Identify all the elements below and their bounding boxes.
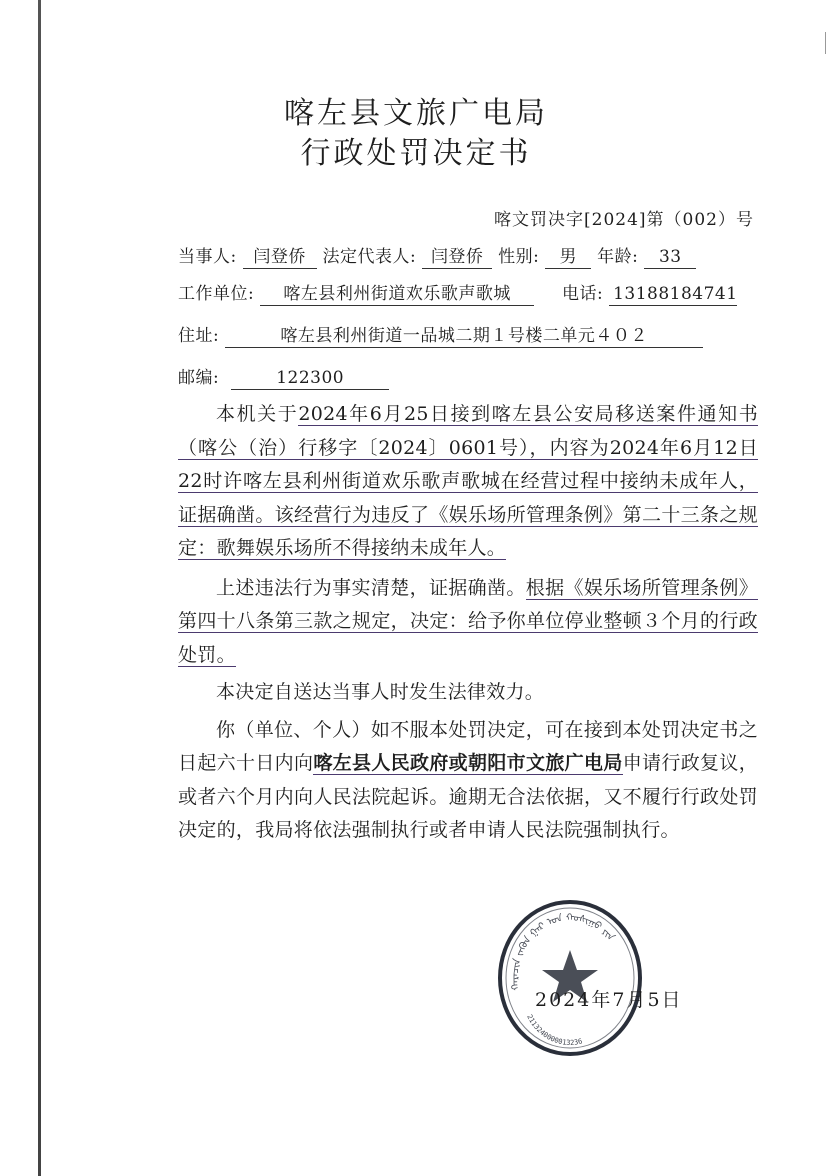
decision-detail: 根据《娱乐场所管理条例》第四十八条第三款之规定，决定：给予你单位停业整顿３个月的行政处罚。 [178,576,758,666]
paragraph-facts [178,398,758,566]
seal-serial: 2113240000013236 [525,1013,584,1047]
rep-label: 法定代表人: [322,247,417,267]
appeal-lead: 你（单位、个人）如不服本处罚决定，可在接到本处罚决定书之日起六十日内向 [178,718,758,774]
age-label: 年龄: [597,247,639,267]
scan-edge [38,0,41,1176]
employer-line [178,279,737,306]
document-number: 喀文罚决字[2024]第（002）号 [494,210,754,230]
employer-value: 喀左县利州街道欢乐歌声歌城 [260,283,534,306]
official-seal [497,898,643,1058]
postcode-label: 邮编: [178,368,220,388]
rep-name: 闫登侨 [422,246,492,269]
decision-body [178,398,758,848]
decision-lead: 上述违法行为事实清楚，证据确凿。 [216,576,526,599]
gender-label: 性别: [498,247,540,267]
issue-date: 2024年7月5日 [535,989,683,1011]
employer-label: 工作单位: [178,284,255,304]
paragraph-decision [178,572,758,673]
facts-detail: 2024年6月25日接到喀左县公安局移送案件通知书（喀公（治）行移字〔2024〕0601号），内容为2024年6月12日22时许喀左县利州街道欢乐歌声歌城在经营过程中接纳未成年人，证据确凿。该经营行为违反了《娱乐场所管理条例》第二十三条之规定：歌舞娱乐场所不得接纳未成年人。 [178,403,758,559]
document-title: 行政处罚决定书 [300,136,532,171]
issuer-title: 喀左县文旅广电局 [284,96,548,131]
address-label: 住址: [178,326,220,346]
phone-value: 13188184741 [609,283,737,306]
appeal-authority: 喀左县人民政府或朝阳市文旅广电局 [313,752,623,774]
age-value: 33 [644,246,696,269]
paragraph-effect: 本决定自送达当事人时发生法律效力。 [216,681,545,703]
scan-mark [825,32,826,54]
seal-script-text: ᠬᠠᠷᠠᠴᠢᠨ ᠵᠡᠭᠦᠨ ᠭᠠᠷ ᠤᠨ ᠬᠣᠰᠢᠭᠤ ᠶᠢᠨ [509,912,616,992]
party-line [178,242,696,269]
address-line [178,321,703,348]
paragraph-appeal [178,714,758,848]
postcode-line [178,363,389,390]
address-value: 喀左县利州街道一品城二期１号楼二单元４０２ [225,325,703,348]
party-label: 当事人: [178,247,237,267]
facts-lead: 本机关于 [216,403,299,425]
postcode-value: 122300 [231,367,389,390]
phone-label: 电话: [561,284,604,304]
appeal-tail: 申请行政复议，或者六个月内向人民法院起诉。逾期无合法依据，又不履行行政处罚决定的，我局将依法强制执行或者申请人民法院强制执行。 [178,752,758,841]
gender-value: 男 [545,246,591,269]
party-name: 闫登侨 [243,246,317,269]
